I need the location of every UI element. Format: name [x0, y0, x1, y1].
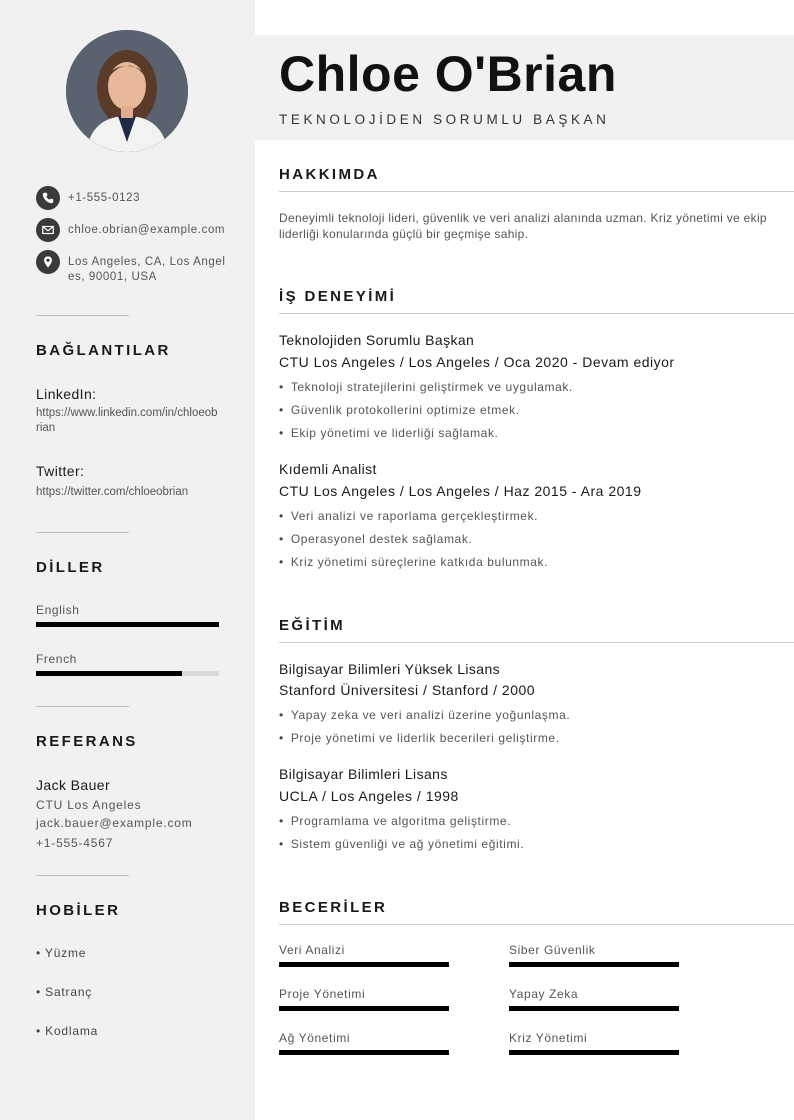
education-bullet: • Sistem güvenliği ve ağ yönetimi eğitimi. [279, 837, 524, 851]
skills-heading: BECERİLER [279, 899, 388, 916]
links-heading: BAĞLANTILAR [36, 342, 171, 359]
phone-icon [36, 186, 60, 210]
section-divider [279, 642, 794, 643]
skill-name: Kriz Yönetimi [509, 1031, 588, 1045]
profile-photo [66, 30, 188, 152]
section-divider [279, 313, 794, 314]
contact-email [36, 218, 226, 242]
language-bar [36, 671, 219, 676]
hobby-item: • Kodlama [36, 1024, 99, 1038]
language-name: French [36, 652, 77, 666]
address-text: Los Angeles, CA, Los Angeles, 90001, USA [68, 256, 226, 283]
linkedin-url[interactable]: https://www.linkedin.com/in/chloeobrian [36, 407, 218, 434]
experience-bullet: • Güvenlik protokollerini optimize etmek. [279, 403, 520, 417]
sidebar-divider [36, 706, 129, 707]
skill-bar [509, 962, 679, 967]
education-details: Stanford Üniversitesi / Stanford / 2000 [279, 682, 536, 698]
linkedin-label: LinkedIn: [36, 386, 97, 402]
skill-bar [509, 1006, 679, 1011]
reference-email[interactable]: jack.bauer@example.com [36, 816, 193, 830]
location-pin-icon [36, 250, 60, 274]
skill-name: Ağ Yönetimi [279, 1031, 351, 1045]
skill-bar [509, 1050, 679, 1055]
reference-heading: REFERANS [36, 733, 138, 750]
twitter-url[interactable]: https://twitter.com/chloeobrian [36, 486, 189, 498]
language-name: English [36, 603, 80, 617]
sidebar-divider [36, 875, 129, 876]
education-title: Bilgisayar Bilimleri Yüksek Lisans [279, 661, 501, 677]
experience-title: Teknolojiden Sorumlu Başkan [279, 332, 475, 348]
job-title: TEKNOLOJİDEN SORUMLU BAŞKAN [279, 112, 610, 127]
hobby-item: • Yüzme [36, 946, 87, 960]
email-text: chloe.obrian@example.com [68, 224, 226, 236]
reference-phone: +1-555-4567 [36, 836, 114, 850]
skill-bar [279, 962, 449, 967]
education-bullet: • Programlama ve algoritma geliştirme. [279, 814, 511, 828]
language-bar-fill [36, 671, 182, 676]
reference-name: Jack Bauer [36, 777, 111, 793]
sidebar-divider [36, 315, 129, 316]
avatar [66, 30, 188, 152]
experience-details: CTU Los Angeles / Los Angeles / Oca 2020 - Devam ediyor [279, 354, 675, 370]
about-text: Deneyimli teknoloji lideri, güvenlik ve veri analizi alanında uzman. Kriz yönetimi ve ekip liderliği konularında güçlü bir geçmişe sahip. [279, 211, 767, 241]
skill-bar [279, 1050, 449, 1055]
skill-name: Yapay Zeka [509, 987, 579, 1001]
experience-heading: İŞ DENEYİMİ [279, 288, 397, 305]
education-bullet: • Proje yönetimi ve liderlik becerileri geliştirme. [279, 731, 560, 745]
contact-list [36, 186, 226, 293]
education-heading: EĞİTİM [279, 617, 346, 634]
about-heading: HAKKIMDA [279, 166, 380, 183]
sidebar-divider [36, 532, 129, 533]
hobby-item: • Satranç [36, 985, 93, 999]
experience-details: CTU Los Angeles / Los Angeles / Haz 2015 - Ara 2019 [279, 483, 642, 499]
email-icon [36, 218, 60, 242]
education-bullet: • Yapay zeka ve veri analizi üzerine yoğunlaşma. [279, 708, 570, 722]
hobbies-heading: HOBİLER [36, 902, 121, 919]
reference-company: CTU Los Angeles [36, 798, 142, 812]
skill-name: Veri Analizi [279, 943, 345, 957]
section-divider [279, 924, 794, 925]
phone-text: +1-555-0123 [68, 192, 141, 204]
experience-bullet: • Veri analizi ve raporlama gerçekleştirmek. [279, 509, 538, 523]
languages-heading: DİLLER [36, 559, 105, 576]
education-details: UCLA / Los Angeles / 1998 [279, 788, 459, 804]
experience-bullet: • Kriz yönetimi süreçlerine katkıda bulunmak. [279, 555, 548, 569]
skill-name: Siber Güvenlik [509, 943, 596, 957]
language-bar [36, 622, 219, 627]
skill-name: Proje Yönetimi [279, 987, 366, 1001]
language-bar-fill [36, 622, 219, 627]
experience-title: Kıdemli Analist [279, 461, 377, 477]
contact-phone [36, 186, 226, 210]
experience-bullet: • Operasyonel destek sağlamak. [279, 532, 472, 546]
person-name: Chloe O'Brian [279, 46, 617, 102]
education-title: Bilgisayar Bilimleri Lisans [279, 766, 448, 782]
experience-bullet: • Teknoloji stratejilerini geliştirmek ve uygulamak. [279, 380, 573, 394]
section-divider [279, 191, 794, 192]
experience-bullet: • Ekip yönetimi ve liderliği sağlamak. [279, 426, 499, 440]
skill-bar [279, 1006, 449, 1011]
twitter-label: Twitter: [36, 463, 85, 479]
contact-address [36, 250, 226, 285]
